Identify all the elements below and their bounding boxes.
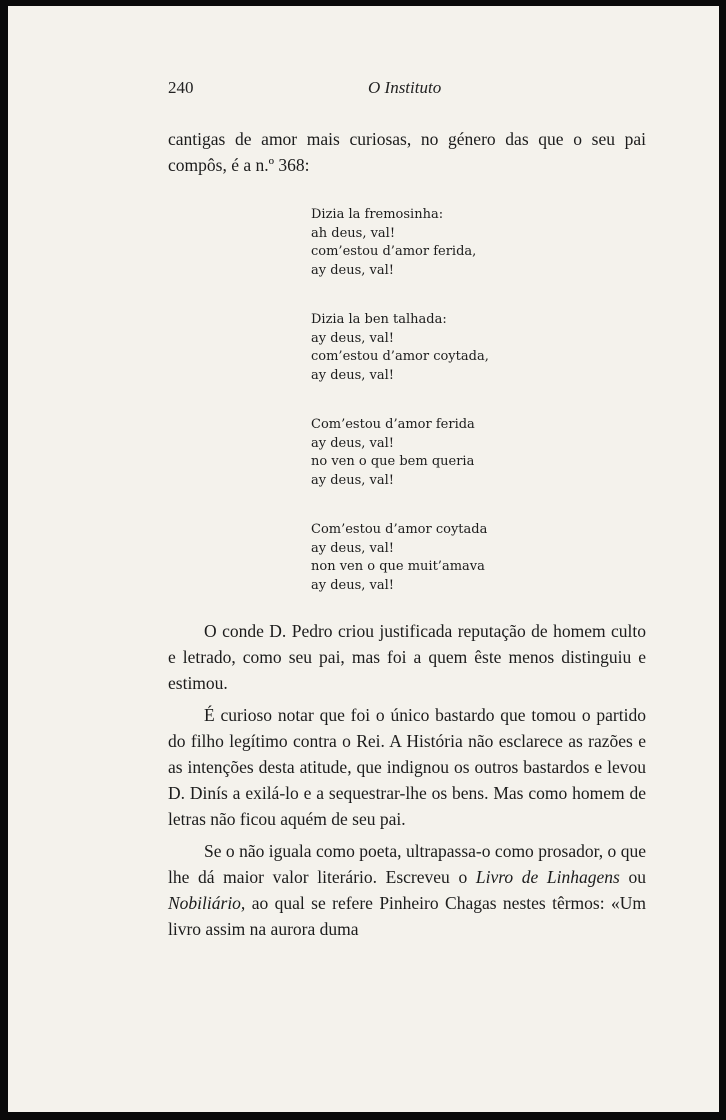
- poem-line: ay deus, val!: [311, 540, 395, 556]
- running-title: O Instituto: [368, 78, 442, 97]
- poem-line: ah deus, val!: [311, 225, 396, 241]
- paragraph-bastardo: É curioso notar que foi o único bastardo que tomou o partido do filho legítimo contra o Rei. A História não esclarece as razões e as intenções desta atitude, que indignou os outros bastardos e levou D. Dinís a exilá-lo e a sequestrar-lhe os bens. Mas como homem de letras não ficou aquém de seu pai.: [168, 705, 646, 829]
- prose-section: [168, 618, 646, 942]
- book-title-livro-de-linhagens: Livro de Linhagens: [475, 867, 620, 887]
- paragraph-prosador: [168, 838, 646, 942]
- poem-line: Com’estou d’amor coytada: [311, 522, 488, 537]
- page-number: 240: [168, 78, 194, 97]
- poem-line: ay deus, val!: [311, 262, 395, 278]
- intro-paragraph: cantigas de amor mais curiosas, no género das que o seu pai compôs, é a n.º 368:: [168, 129, 646, 175]
- poem-stanza-2: [311, 311, 641, 385]
- poem-stanza-3: [311, 416, 641, 490]
- poem-line: ay deus, val!: [311, 472, 395, 488]
- poem-line: ay deus, val!: [311, 435, 395, 451]
- poem-line: com’estou d’amor coytada,: [311, 349, 489, 364]
- poem-stanza-4: [311, 521, 641, 595]
- paragraph-text: ou: [619, 867, 647, 887]
- poem: [311, 206, 641, 626]
- poem-line: non ven o que muit’amava: [311, 559, 485, 574]
- poem-stanza-1: [311, 206, 641, 280]
- book-title-nobiliario: Nobiliário,: [168, 893, 246, 913]
- paragraph-text: Se o não iguala como poeta, ultrapassa-o como prosador, o que lhe dá maior valor literário. Escreveu o: [168, 841, 646, 887]
- poem-line: ay deus, val!: [311, 330, 395, 346]
- poem-line: com’estou d’amor ferida,: [311, 244, 477, 259]
- poem-line: no ven o que bem queria: [311, 454, 475, 469]
- book-page: [8, 6, 719, 1112]
- paragraph-text: ao qual se refere Pinheiro Chagas nestes têrmos: «Um livro assim na aurora duma: [168, 893, 646, 939]
- paragraph-conde-pedro: O conde D. Pedro criou justificada reputação de homem culto e letrado, como seu pai, mas foi a quem êste menos distinguiu e estimou.: [168, 621, 646, 693]
- page-header: [168, 78, 648, 102]
- poem-line: ay deus, val!: [311, 577, 395, 593]
- poem-line: Dizia la ben talhada:: [311, 312, 447, 327]
- poem-line: Com’estou d’amor ferida: [311, 417, 475, 432]
- poem-line: ay deus, val!: [311, 367, 395, 383]
- poem-line: Dizia la fremosinha:: [311, 207, 444, 222]
